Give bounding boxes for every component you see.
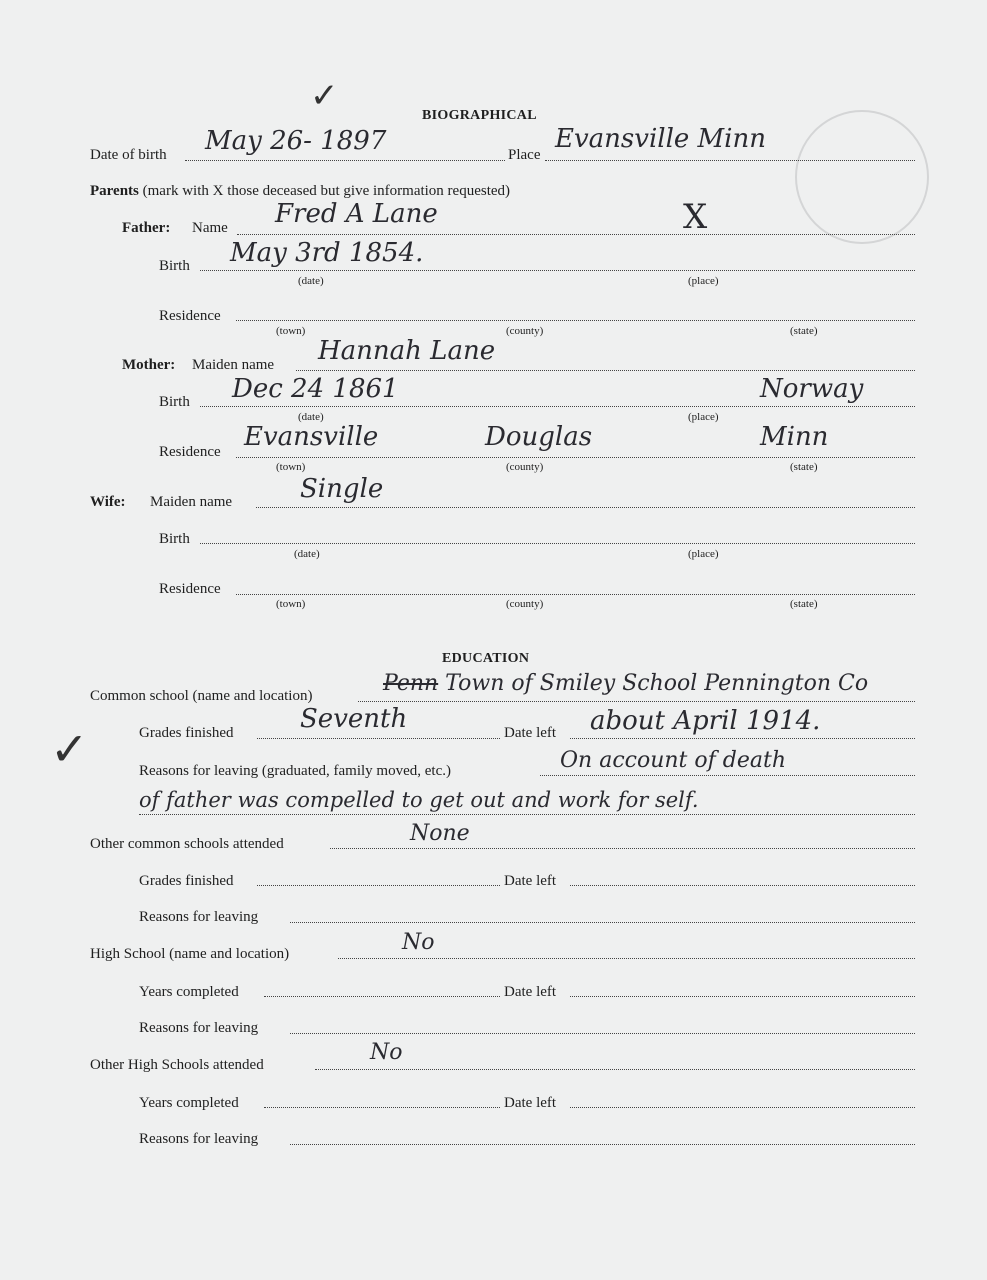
reasons-leaving-line-2 bbox=[139, 814, 915, 815]
common-school-struck-word: Penn bbox=[383, 671, 439, 696]
father-res-state-sub: (state) bbox=[790, 325, 818, 337]
date-left-label: Date left bbox=[504, 725, 557, 741]
wife-maiden-line bbox=[256, 507, 915, 508]
mother-maiden-line bbox=[296, 370, 915, 371]
wife-birth-date-sub: (date) bbox=[294, 548, 320, 560]
years-completed-line-2 bbox=[264, 1107, 500, 1108]
biographical-heading: BIOGRAPHICAL bbox=[422, 108, 537, 123]
faint-seal bbox=[795, 110, 929, 244]
father-birth-date-sub: (date) bbox=[298, 275, 324, 287]
mother-residence-line bbox=[236, 457, 915, 458]
common-school-value: Town of Smiley School Pennington Co bbox=[445, 671, 869, 696]
father-label: Father: bbox=[122, 220, 171, 236]
father-name-label: Name bbox=[192, 220, 228, 236]
check-mark-top: ✓ bbox=[310, 76, 339, 116]
grades-finished-value: Seventh bbox=[300, 704, 408, 734]
father-residence-line bbox=[236, 320, 915, 321]
father-birth-line bbox=[200, 270, 915, 271]
reasons-leaving-line-5 bbox=[290, 1144, 915, 1145]
wife-residence-label: Residence bbox=[159, 581, 221, 597]
mother-res-town-sub: (town) bbox=[276, 461, 306, 473]
date-of-birth-label: Date of birth bbox=[90, 147, 167, 163]
mother-res-county-value: Douglas bbox=[485, 422, 593, 452]
mother-birth-place-value: Norway bbox=[760, 374, 864, 404]
grades-finished-line-2 bbox=[257, 885, 500, 886]
reasons-leaving-value-1: On account of death bbox=[560, 748, 786, 773]
reasons-leaving-line bbox=[540, 775, 915, 776]
grades-finished-label-2: Grades finished bbox=[139, 873, 234, 889]
wife-res-state-sub: (state) bbox=[790, 598, 818, 610]
years-completed-line bbox=[264, 996, 500, 997]
mother-birth-line bbox=[200, 406, 915, 407]
father-birth-label: Birth bbox=[159, 258, 190, 274]
mother-birth-label: Birth bbox=[159, 394, 190, 410]
father-residence-label: Residence bbox=[159, 308, 221, 324]
place-value: Evansville Minn bbox=[555, 124, 766, 154]
common-school-value-line bbox=[383, 673, 868, 695]
parents-line bbox=[90, 183, 510, 200]
years-completed-label-2: Years completed bbox=[139, 1095, 239, 1111]
date-left-line-3 bbox=[570, 996, 915, 997]
mother-maiden-value: Hannah Lane bbox=[318, 336, 496, 366]
wife-maiden-value: Single bbox=[300, 474, 384, 504]
mother-res-state-sub: (state) bbox=[790, 461, 818, 473]
mother-birth-place-sub: (place) bbox=[688, 411, 719, 423]
other-common-label: Other common schools attended bbox=[90, 836, 284, 852]
wife-res-town-sub: (town) bbox=[276, 598, 306, 610]
wife-res-county-sub: (county) bbox=[506, 598, 544, 610]
date-of-birth-value: May 26- 1897 bbox=[205, 126, 387, 156]
date-left-line bbox=[570, 738, 915, 739]
wife-birth-label: Birth bbox=[159, 531, 190, 547]
wife-birth-line bbox=[200, 543, 915, 544]
years-completed-label: Years completed bbox=[139, 984, 239, 1000]
father-res-county-sub: (county) bbox=[506, 325, 544, 337]
common-school-label: Common school (name and location) bbox=[90, 688, 313, 704]
reasons-leaving-label-2: Reasons for leaving bbox=[139, 909, 259, 925]
place-label: Place bbox=[508, 147, 541, 163]
wife-birth-place-sub: (place) bbox=[688, 548, 719, 560]
mother-res-state-value: Minn bbox=[760, 422, 829, 452]
mother-res-town-value: Evansville bbox=[244, 422, 379, 452]
mother-birth-date-sub: (date) bbox=[298, 411, 324, 423]
grades-finished-line bbox=[257, 738, 500, 739]
reasons-leaving-line-4 bbox=[290, 1033, 915, 1034]
parents-note: (mark with X those deceased but give information requested) bbox=[142, 183, 511, 199]
mother-birth-date-value: Dec 24 1861 bbox=[232, 374, 399, 404]
reasons-leaving-line-3 bbox=[290, 922, 915, 923]
date-left-label-3: Date left bbox=[504, 984, 557, 1000]
father-deceased-mark: X bbox=[683, 197, 708, 237]
common-school-line bbox=[358, 701, 915, 702]
father-birth-value: May 3rd 1854. bbox=[230, 238, 424, 268]
date-left-label-2: Date left bbox=[504, 873, 557, 889]
mother-residence-label: Residence bbox=[159, 444, 221, 460]
mother-maiden-label: Maiden name bbox=[192, 357, 275, 373]
high-school-line bbox=[338, 958, 915, 959]
date-left-value: about April 1914. bbox=[590, 706, 821, 736]
reasons-leaving-value-2: of father was compelled to get out and work for self. bbox=[139, 788, 699, 812]
mother-res-county-sub: (county) bbox=[506, 461, 544, 473]
other-high-line bbox=[315, 1069, 915, 1070]
wife-residence-line bbox=[236, 594, 915, 595]
date-of-birth-line bbox=[185, 160, 505, 161]
education-heading: EDUCATION bbox=[442, 651, 530, 666]
reasons-leaving-label-3: Reasons for leaving bbox=[139, 1020, 259, 1036]
parents-label: Parents bbox=[90, 183, 139, 199]
other-common-line bbox=[330, 848, 915, 849]
other-high-value: No bbox=[370, 1040, 403, 1065]
date-left-line-4 bbox=[570, 1107, 915, 1108]
reasons-leaving-label: Reasons for leaving (graduated, family moved, etc.) bbox=[139, 763, 451, 779]
father-res-town-sub: (town) bbox=[276, 325, 306, 337]
wife-maiden-label: Maiden name bbox=[150, 494, 233, 510]
wife-label: Wife: bbox=[90, 494, 126, 510]
place-line bbox=[545, 160, 915, 161]
other-high-label: Other High Schools attended bbox=[90, 1057, 264, 1073]
check-mark-left: ✓ bbox=[50, 722, 89, 776]
father-name-line bbox=[237, 234, 915, 235]
other-common-value: None bbox=[410, 821, 470, 846]
father-name-value: Fred A Lane bbox=[275, 199, 438, 229]
mother-label: Mother: bbox=[122, 357, 176, 373]
date-left-line-2 bbox=[570, 885, 915, 886]
high-school-label: High School (name and location) bbox=[90, 946, 290, 962]
father-birth-place-sub: (place) bbox=[688, 275, 719, 287]
date-left-label-4: Date left bbox=[504, 1095, 557, 1111]
grades-finished-label: Grades finished bbox=[139, 725, 234, 741]
reasons-leaving-label-4: Reasons for leaving bbox=[139, 1131, 259, 1147]
high-school-value: No bbox=[402, 930, 435, 955]
